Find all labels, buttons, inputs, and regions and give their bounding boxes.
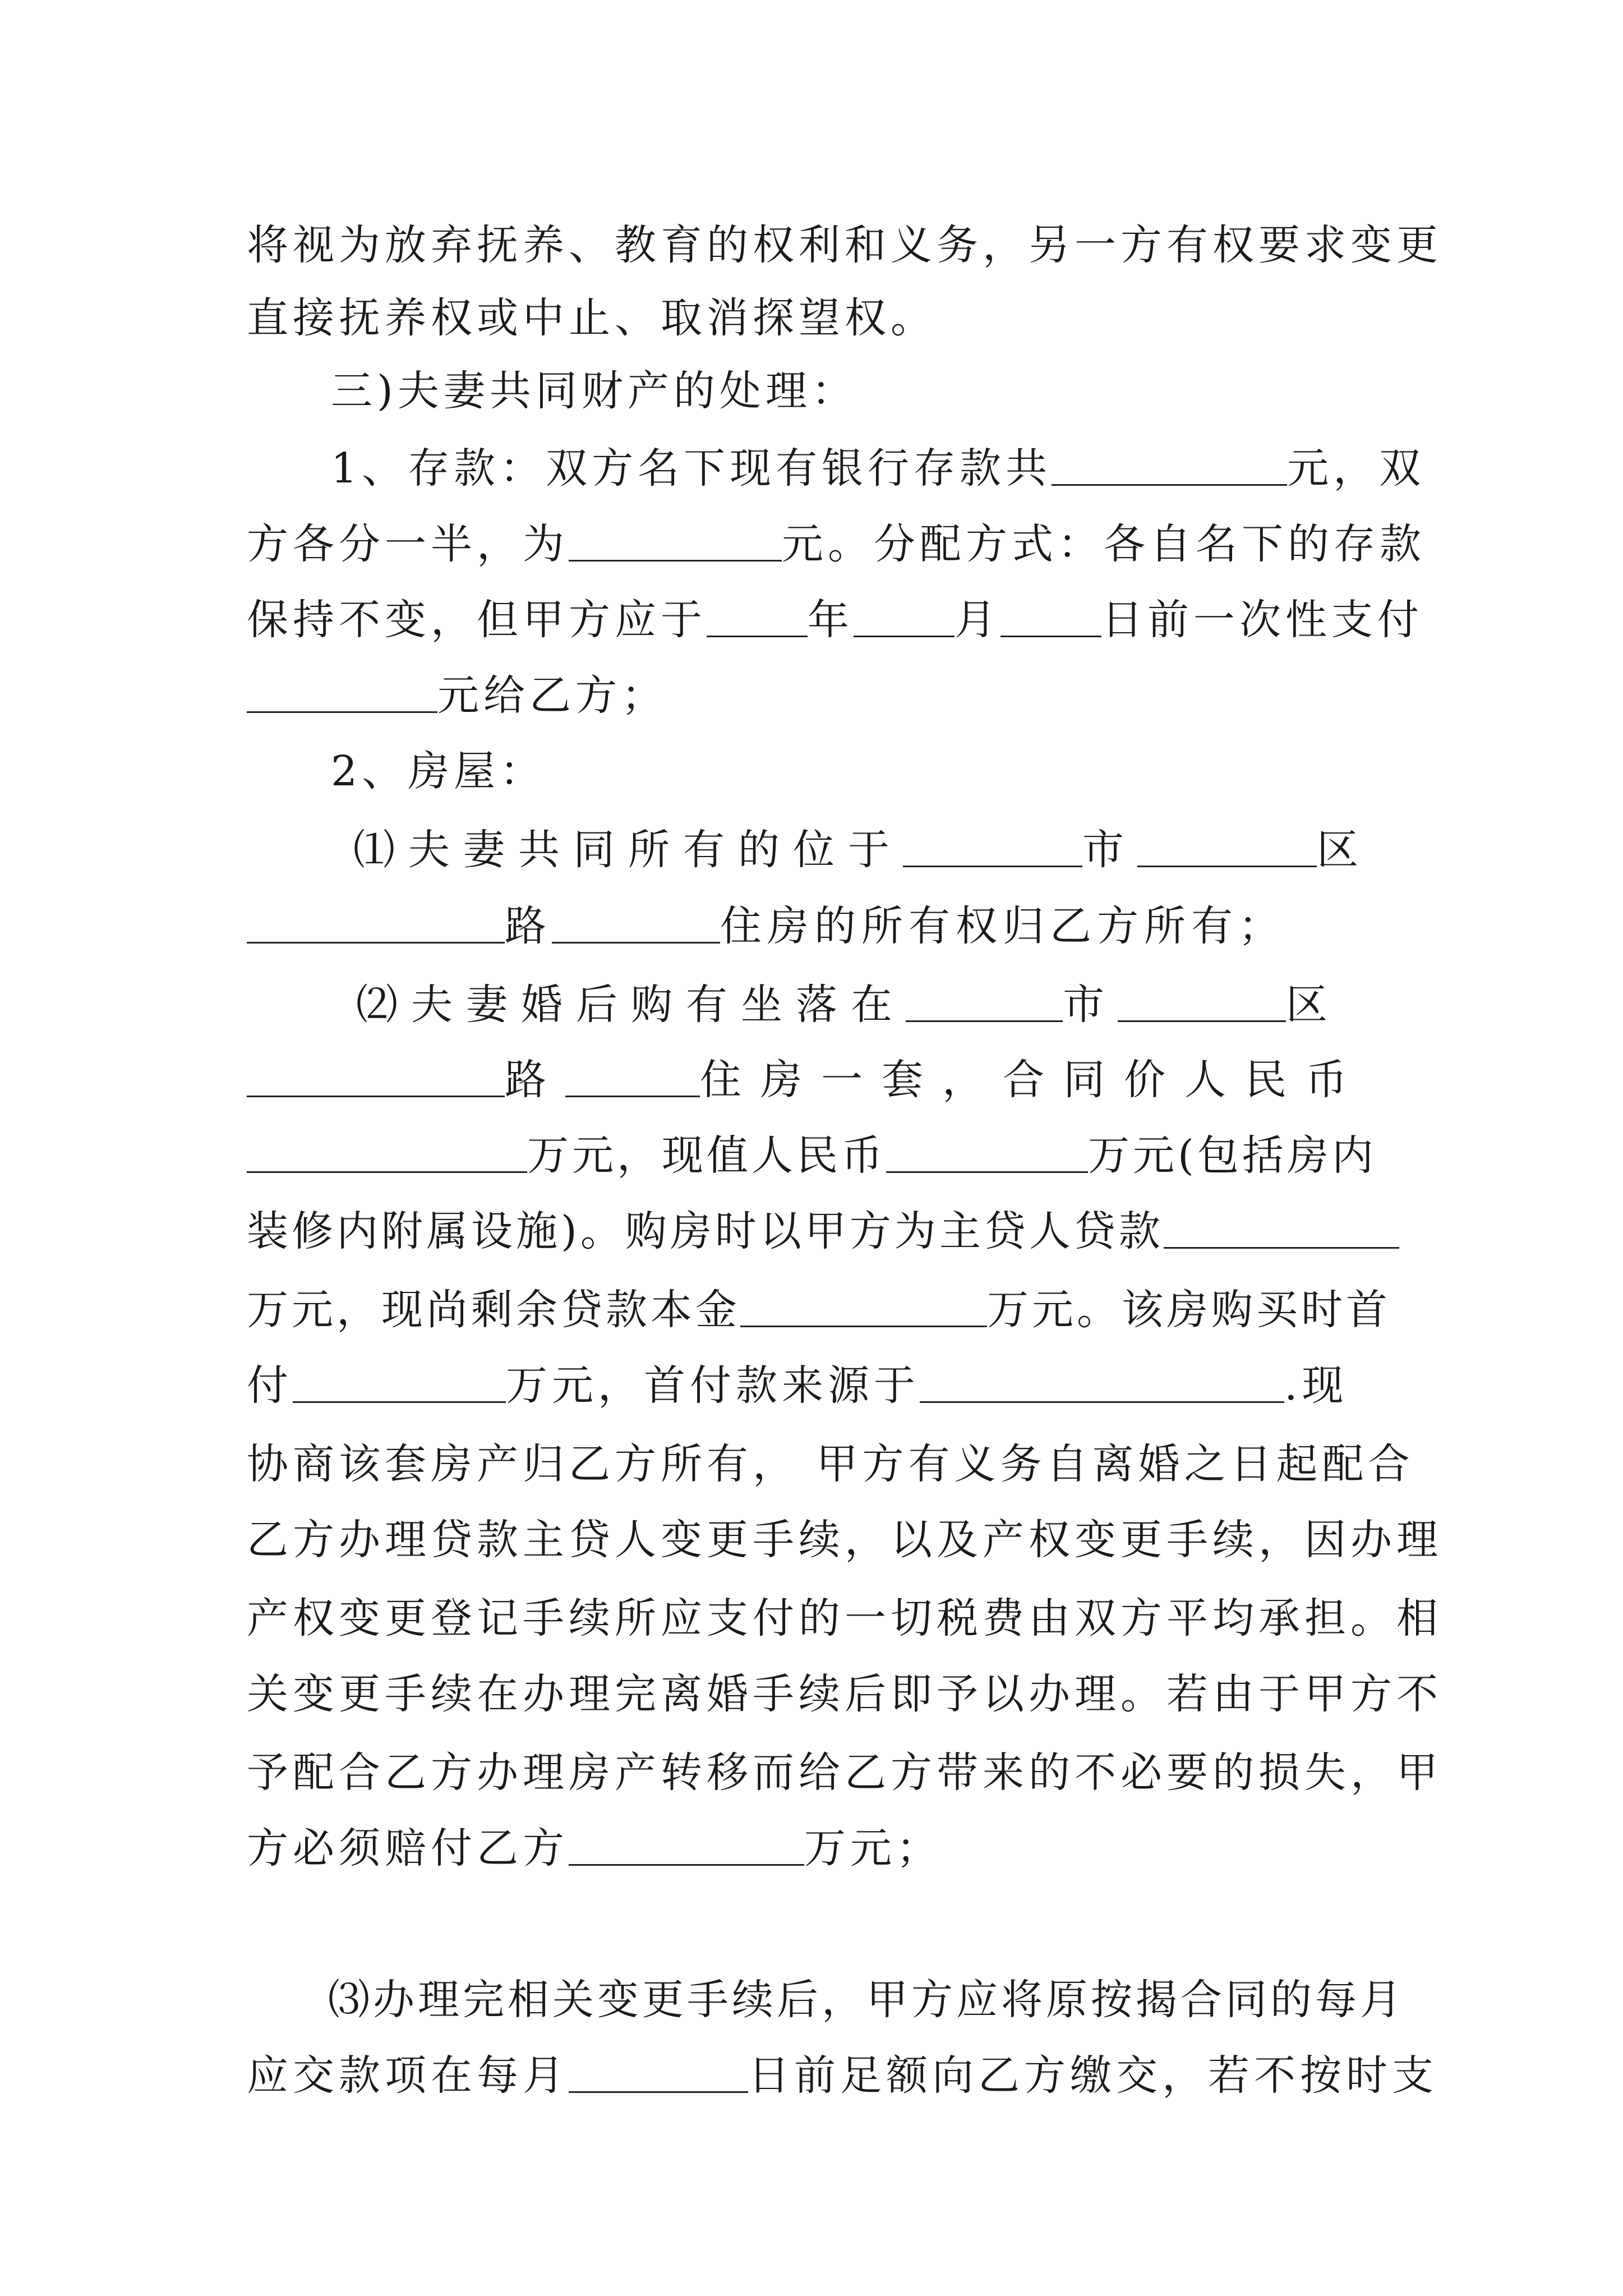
fill-in-blank	[293, 1366, 506, 1403]
line-text: 万元；	[804, 1824, 942, 1872]
paragraph-line	[331, 438, 1425, 499]
line-text: 月	[955, 596, 1000, 644]
line-text: 万元，首付款来源于	[506, 1361, 920, 1410]
paragraph-line	[356, 974, 1341, 1036]
heading-text: 2、房屋：	[331, 747, 546, 795]
paragraph-line	[247, 895, 1285, 957]
fill-in-blank	[552, 907, 720, 944]
paragraph-line	[247, 1125, 1377, 1186]
line-text: 产权变更登记手续所应支付的一切税费由双方平均承担。相	[247, 1594, 1442, 1642]
fill-in-blank	[247, 1061, 505, 1097]
paragraph-line	[247, 287, 937, 349]
fill-in-blank	[247, 1137, 527, 1173]
line-text: 予配合乙方办理房产转移而给乙方带来的不必要的损失，甲	[247, 1749, 1442, 1797]
paragraph-line	[247, 1588, 1442, 1649]
section-heading	[331, 740, 546, 802]
heading-text: 三)夫妻共同财产的处理：	[331, 367, 857, 415]
fill-in-blank	[565, 1061, 700, 1097]
line-text: 装修内附属设施)。购房时以甲方为主贷人贷款	[247, 1207, 1164, 1255]
fill-in-blank	[886, 1137, 1088, 1173]
line-text: 区	[1317, 826, 1372, 874]
paragraph-line	[328, 1969, 1405, 2031]
line-text: 住房的所有权归乙方所有；	[720, 902, 1285, 950]
line-text: 方各分一半，为	[247, 520, 569, 568]
fill-in-blank	[569, 1829, 804, 1866]
fill-in-blank	[1164, 1212, 1399, 1249]
paragraph-line	[247, 2045, 1438, 2106]
line-text: 区	[1286, 981, 1341, 1029]
line-text: 万元(包括房内	[1088, 1131, 1377, 1180]
paragraph-line	[247, 1049, 1366, 1111]
line-text: 万元，现尚剩余贷款本金	[247, 1286, 740, 1334]
line-text: 路	[505, 1056, 565, 1104]
line-text: ⑵夫妻婚后购有坐落在	[356, 981, 906, 1029]
fill-in-blank	[1118, 986, 1286, 1022]
fill-in-blank	[906, 986, 1063, 1022]
line-text: ⑴夫妻共同所有的位于	[353, 826, 903, 874]
line-text: 付	[247, 1361, 293, 1410]
line-text: 万元，现值人民币	[527, 1131, 886, 1180]
fill-in-blank	[1137, 831, 1317, 867]
line-text: 住房一套，合同价人民币	[700, 1056, 1366, 1104]
paragraph-line	[247, 214, 1442, 276]
line-text: 将视为放弃抚养、教育的权利和义务，另一方有权要求变更	[247, 221, 1442, 269]
fill-in-blank	[903, 831, 1082, 867]
paragraph-line	[247, 589, 1423, 651]
fill-in-blank	[247, 677, 437, 713]
line-text: 路	[505, 902, 552, 950]
paragraph-line	[247, 1355, 1348, 1416]
section-heading	[331, 360, 857, 422]
paragraph-line	[247, 1279, 1391, 1341]
line-text: 保持不变，但甲方应于	[247, 596, 707, 644]
line-text: 乙方办理贷款主贷人变更手续，以及产权变更手续，因办理	[247, 1516, 1442, 1564]
line-text: 关变更手续在办理完离婚手续后即予以办理。若由于甲方不	[247, 1670, 1442, 1718]
fill-in-blank	[247, 907, 505, 944]
paragraph-line	[247, 665, 667, 726]
line-text: 日前一次性支付	[1101, 596, 1423, 644]
paragraph-line	[247, 513, 1426, 575]
line-text: 市	[1082, 826, 1137, 874]
paragraph-line	[247, 1818, 942, 1879]
line-text: .现	[1284, 1361, 1348, 1410]
fill-in-blank	[569, 525, 782, 562]
fill-in-blank	[707, 601, 808, 637]
fill-in-blank	[740, 1291, 987, 1327]
line-text: 方必须赔付乙方	[247, 1824, 569, 1872]
line-text: 日前足额向乙方缴交，若不按时支	[748, 2051, 1438, 2100]
fill-in-blank	[1000, 601, 1101, 637]
line-text: 1、存款：双方名下现有银行存款共	[331, 444, 1052, 493]
fill-in-blank	[569, 2056, 748, 2093]
line-text: 协商该套房产归乙方所有， 甲方有义务自离婚之日起配合	[247, 1440, 1414, 1488]
line-text: 市	[1063, 981, 1118, 1029]
fill-in-blank	[920, 1366, 1284, 1403]
paragraph-line	[247, 1663, 1442, 1725]
paragraph-line	[247, 1742, 1442, 1803]
line-text: 万元。该房购买时首	[987, 1286, 1391, 1334]
fill-in-blank	[854, 601, 955, 637]
line-text: 年	[808, 596, 854, 644]
paragraph-line	[247, 1509, 1442, 1571]
fill-in-blank	[1052, 449, 1287, 486]
line-text: ⑶办理完相关变更手续后，甲方应将原按揭合同的每月	[328, 1976, 1405, 2024]
line-text: 元给乙方；	[437, 671, 667, 720]
line-text: 应交款项在每月	[247, 2051, 569, 2100]
paragraph-line	[247, 1433, 1414, 1495]
line-text: 元。分配方式：各自名下的存款	[782, 520, 1426, 568]
paragraph-line	[247, 1200, 1399, 1262]
line-text: 直接抚养权或中止、取消探望权。	[247, 294, 937, 342]
paragraph-line	[353, 819, 1372, 881]
line-text: 元，双	[1287, 444, 1426, 493]
